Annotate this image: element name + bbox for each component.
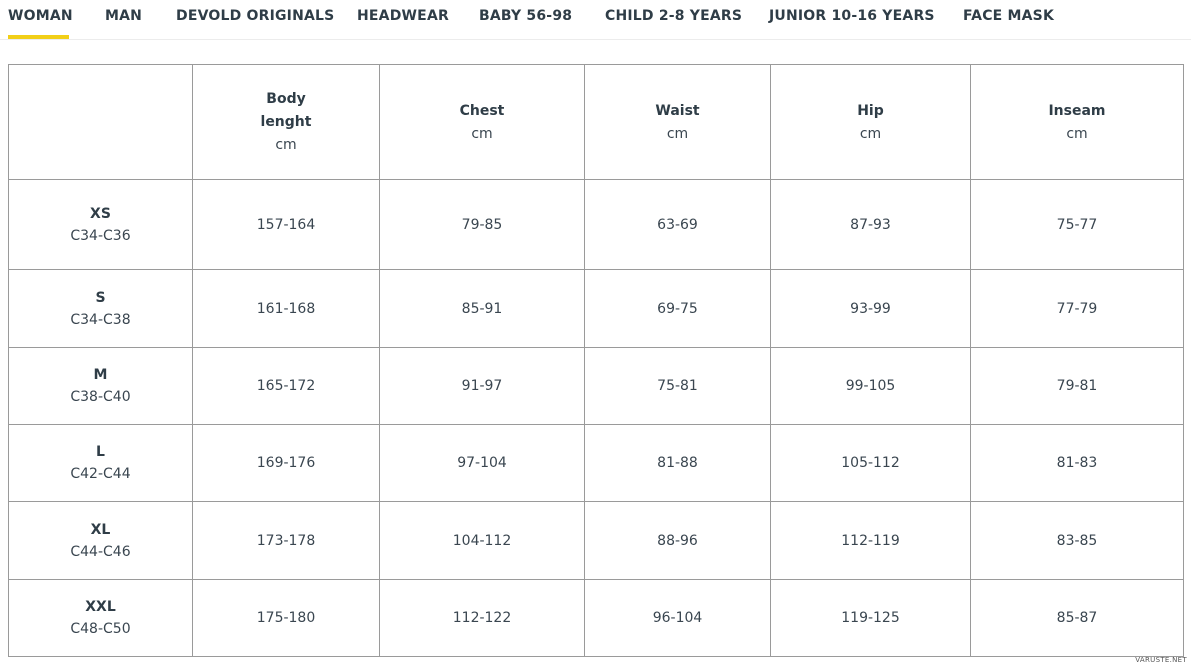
table-cell: 99-105 (771, 348, 971, 425)
tab-junior[interactable]: JUNIOR 10-16 YEARS (769, 8, 935, 24)
table-row (9, 270, 1184, 348)
header-cell-chest (380, 65, 585, 180)
table-cell: 91-97 (380, 348, 585, 425)
table-cell: 96-104 (585, 580, 771, 657)
tab-man[interactable]: MAN (105, 8, 143, 24)
table-cell: 112-122 (380, 580, 585, 657)
table-cell: 93-99 (771, 270, 971, 348)
table-cell: 69-75 (585, 270, 771, 348)
header-cell-body-length (193, 65, 380, 180)
table-cell: 112-119 (771, 502, 971, 580)
column-name: Hip (857, 102, 884, 119)
size-code: M (93, 367, 108, 383)
table-cell: 175-180 (193, 580, 380, 657)
size-chart-table (8, 64, 1184, 657)
size-code: XXL (85, 599, 116, 615)
tab-headwear[interactable]: HEADWEAR (357, 8, 449, 24)
watermark: VARUSTE.NET (1135, 656, 1187, 664)
table-cell: 104-112 (380, 502, 585, 580)
table-cell: 63-69 (585, 180, 771, 270)
size-label-cell (9, 180, 193, 270)
tab-face-mask[interactable]: FACE MASK (963, 8, 1055, 24)
column-name: Waist (655, 102, 700, 119)
table-cell: 88-96 (585, 502, 771, 580)
table-cell: 105-112 (771, 425, 971, 502)
size-code: S (95, 289, 106, 306)
table-row (9, 348, 1184, 425)
column-unit: cm (275, 137, 297, 153)
tab-child[interactable]: CHILD 2-8 YEARS (605, 8, 743, 24)
table-cell: 169-176 (193, 425, 380, 502)
size-code: L (96, 444, 105, 460)
size-cup: C44-C46 (70, 543, 131, 560)
header-corner-cell (9, 65, 193, 180)
table-cell: 79-85 (380, 180, 585, 270)
table-cell: 83-85 (971, 502, 1184, 580)
table-cell: 97-104 (380, 425, 585, 502)
active-tab-indicator (8, 35, 69, 39)
tab-devold-originals[interactable]: DEVOLD ORIGINALS (176, 8, 335, 24)
size-label-cell (9, 425, 193, 502)
table-cell: 75-81 (585, 348, 771, 425)
size-cup: C42-C44 (70, 466, 131, 482)
table-cell: 157-164 (193, 180, 380, 270)
size-cup: C34-C36 (70, 227, 131, 244)
column-unit: cm (666, 125, 689, 142)
table-row (9, 502, 1184, 580)
size-cup: C38-C40 (70, 389, 131, 405)
header-cell-hip (771, 65, 971, 180)
header-cell-inseam (971, 65, 1184, 180)
column-name: lenght (260, 114, 312, 130)
table-cell: 81-83 (971, 425, 1184, 502)
table-cell: 85-91 (380, 270, 585, 348)
column-unit: cm (471, 125, 493, 142)
table-cell: 79-81 (971, 348, 1184, 425)
table-cell: 165-172 (193, 348, 380, 425)
column-name: Chest (459, 102, 505, 119)
tab-baby[interactable]: BABY 56-98 (479, 8, 573, 24)
size-cup: C48-C50 (70, 621, 131, 637)
tab-woman[interactable]: WOMAN (8, 8, 73, 24)
size-label-cell (9, 580, 193, 657)
table-header-row (9, 65, 1184, 180)
size-category-tabs (0, 0, 1191, 40)
size-code: XS (90, 205, 111, 222)
size-label-cell (9, 502, 193, 580)
table-cell: 119-125 (771, 580, 971, 657)
table-cell: 75-77 (971, 180, 1184, 270)
column-name: Body (266, 91, 306, 107)
table-cell: 81-88 (585, 425, 771, 502)
table-row (9, 180, 1184, 270)
table-row (9, 580, 1184, 657)
table-cell: 85-87 (971, 580, 1184, 657)
table-row (9, 425, 1184, 502)
table-cell: 77-79 (971, 270, 1184, 348)
column-unit: cm (1066, 125, 1088, 142)
size-code: XL (90, 521, 111, 538)
column-name: Inseam (1048, 102, 1106, 119)
size-cup: C34-C38 (70, 311, 131, 328)
size-label-cell (9, 270, 193, 348)
table-cell: 87-93 (771, 180, 971, 270)
table-cell: 161-168 (193, 270, 380, 348)
table-cell: 173-178 (193, 502, 380, 580)
size-label-cell (9, 348, 193, 425)
column-unit: cm (859, 125, 882, 142)
header-cell-waist (585, 65, 771, 180)
